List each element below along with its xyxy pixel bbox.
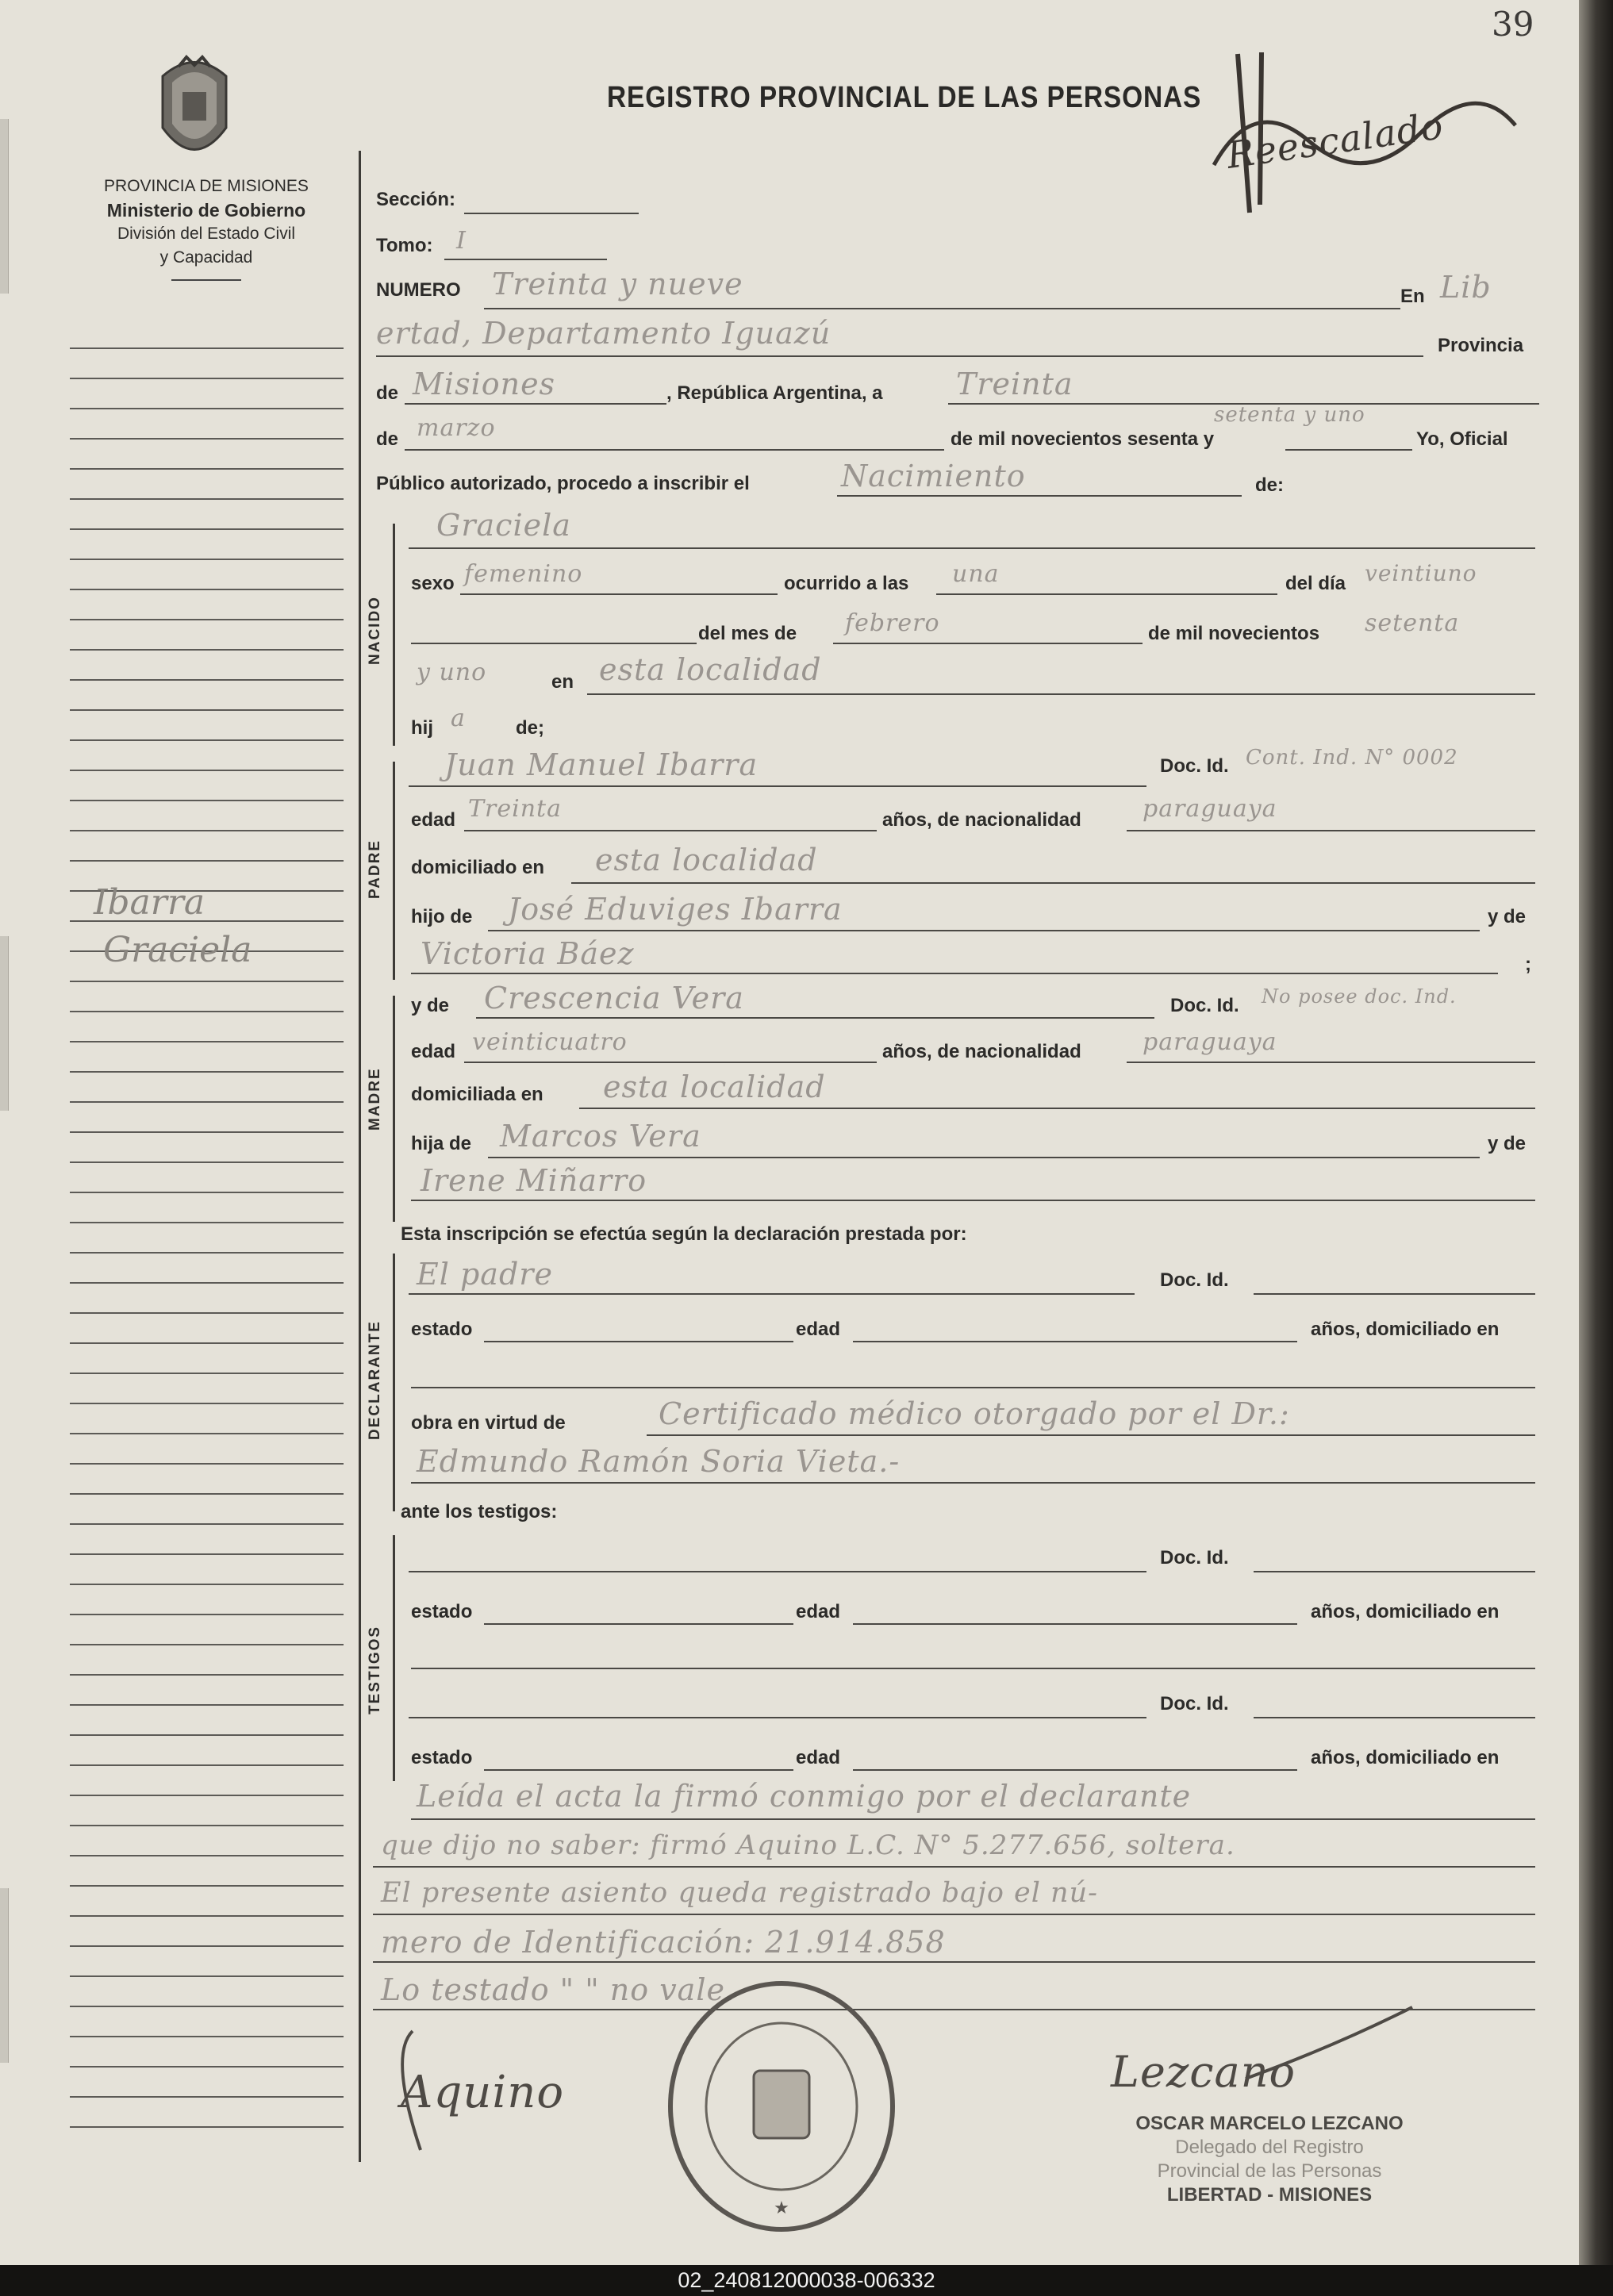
day-of-birth-value: veintiuno [1365, 560, 1477, 586]
padre-yde-label: y de [1488, 906, 1527, 927]
officer-title: Delegado del Registro [1175, 2137, 1364, 2158]
margin-line [70, 1493, 344, 1495]
day-value: Treinta [956, 367, 1073, 401]
margin-line [70, 1101, 344, 1103]
madre-edad-value: veinticuatro [472, 1028, 628, 1056]
year-line [1285, 449, 1412, 451]
margin-line [70, 770, 344, 771]
act-type-value: Nacimiento [841, 459, 1026, 493]
padre-label: PADRE [367, 839, 383, 899]
padre-edad-line [464, 830, 877, 831]
margin-line [70, 1674, 344, 1676]
margin-line [70, 559, 344, 560]
padre-bar [393, 762, 395, 980]
padre-mother-line [411, 973, 1498, 974]
hij-value: a [451, 705, 466, 732]
testigo2-estado-label: estado [411, 1747, 473, 1768]
margin-line [70, 1403, 344, 1404]
margin-line [70, 528, 344, 530]
testigo2-edad-line [853, 1769, 1297, 1771]
padre-name-value: Juan Manuel Ibarra [444, 747, 758, 782]
officer-block [1079, 2112, 1460, 2207]
margin-line [70, 378, 344, 379]
birth-year-value: setenta [1365, 609, 1460, 637]
padre-name-line [409, 785, 1146, 787]
hij-label: hij [411, 717, 433, 739]
padre-dom-value: esta localidad [595, 843, 818, 877]
margin-line [70, 1885, 344, 1887]
madre-mother-line [411, 1200, 1535, 1201]
testigo2-anos-label: años, domiciliado en [1311, 1747, 1500, 1768]
declarante-edad-label: edad [796, 1319, 841, 1340]
tomo-line [444, 259, 607, 260]
binding-edge [0, 119, 9, 294]
declarante-name-line [409, 1293, 1135, 1295]
margin-line [70, 981, 344, 982]
declarante-name-value: El padre [417, 1257, 553, 1292]
margin-given-name: Graciela [103, 930, 252, 970]
margin-line [70, 1644, 344, 1645]
margin-line [70, 709, 344, 711]
madre-yde2-label: y de [1488, 1133, 1527, 1154]
margin-line [70, 1553, 344, 1555]
margin-line [70, 1252, 344, 1254]
obra-label: obra en virtud de [411, 1412, 566, 1434]
en-label: En [1400, 286, 1425, 307]
ocurrido-label: ocurrido a las [784, 573, 909, 594]
madre-father-value: Marcos Vera [500, 1119, 701, 1154]
margin-line [70, 2006, 344, 2007]
declarante-doc-line [1254, 1293, 1535, 1295]
testigos-label: TESTIGOS [367, 1625, 383, 1715]
testigo1-name-line [409, 1571, 1146, 1572]
officer-location: LIBERTAD - MISIONES [1166, 2184, 1373, 2206]
note-rule-3 [373, 1914, 1535, 1915]
stamp-top-text: Reescalado [1223, 104, 1446, 177]
margin-line [70, 468, 344, 470]
ministry-label: Ministerio de Gobierno [106, 200, 306, 221]
margin-line [70, 1915, 344, 1917]
margin-line [70, 1975, 344, 1977]
numero-value: Treinta y nueve [492, 267, 743, 301]
margin-line [70, 649, 344, 651]
oficial-label: Yo, Oficial [1416, 428, 1508, 450]
tomo-value: I [456, 227, 467, 255]
madre-label: MADRE [367, 1067, 383, 1131]
padre-doc-label: Doc. Id. [1160, 755, 1229, 777]
margin-line [70, 800, 344, 801]
officer-name: OSCAR MARCELO LEZCANO [1135, 2113, 1404, 2134]
margin-line [70, 1463, 344, 1465]
testigos-bar [393, 1535, 395, 1781]
de-colon-label: de: [1255, 474, 1284, 496]
ministry-header [56, 175, 357, 281]
margin-line [70, 1373, 344, 1374]
obra-value-2: Edmundo Ramón Soria Vieta.- [417, 1444, 901, 1479]
obra-line-2 [411, 1482, 1535, 1484]
madre-doc-value: No posee doc. Ind. [1262, 985, 1457, 1008]
sexo-line [460, 593, 778, 595]
en-value: Lib [1440, 270, 1492, 305]
birth-year2-value: y uno [417, 658, 487, 686]
margin-line [70, 1282, 344, 1284]
margin-line [70, 1342, 344, 1344]
provincia-label: Provincia [1438, 335, 1524, 356]
image-reference-id: 02_240812000038-006332 [678, 2268, 935, 2292]
padre-father-line [488, 930, 1480, 931]
margin-line [70, 1433, 344, 1434]
note-line-2: que dijo no saber: firmó Aquino L.C. N° 5.277.656, soltera. [381, 1830, 1235, 1861]
birth-month-line [833, 643, 1143, 644]
numero-line [484, 308, 1400, 309]
madre-edad-label: edad [411, 1041, 456, 1062]
province-line [405, 403, 666, 405]
month-line [405, 449, 944, 451]
testigo1-dom-line [411, 1668, 1535, 1669]
note-rule-2 [373, 1866, 1535, 1868]
hij-de-label: de; [516, 717, 544, 739]
testigo2-edad-label: edad [796, 1747, 841, 1768]
margin-line [70, 1614, 344, 1615]
madre-mother-value: Irene Miñarro [421, 1163, 647, 1198]
margin-line [70, 1945, 344, 1947]
padre-mother-value: Victoria Báez [421, 936, 635, 971]
birth-month-value: febrero [845, 609, 940, 637]
testigo1-edad-line [853, 1623, 1297, 1625]
margin-line [70, 1825, 344, 1826]
tomo-label: Tomo: [376, 235, 433, 256]
declarante-edad-line [853, 1341, 1297, 1342]
margin-line [70, 1161, 344, 1163]
signature-flourish-left [373, 2023, 516, 2158]
officer-office: Provincial de las Personas [1157, 2160, 1382, 2182]
folio-number: 39 [1492, 5, 1534, 44]
margin-line [70, 408, 344, 409]
madre-yde-label: y de [411, 995, 450, 1016]
nacido-name-value: Graciela [436, 508, 571, 543]
division-sub-label: y Capacidad [159, 248, 253, 267]
margin-line [70, 2066, 344, 2068]
margin-line [70, 1192, 344, 1193]
testigo2-name-line [409, 1717, 1146, 1718]
note-line-4: mero de Identificación: 21.914.858 [381, 1925, 946, 1960]
declarante-estado-label: estado [411, 1319, 473, 1340]
testigos-intro: ante los testigos: [401, 1501, 558, 1522]
margin-line [70, 2126, 344, 2128]
declaracion-intro: Esta inscripción se efectúa según la declaración prestada por: [401, 1223, 967, 1245]
divider [171, 279, 241, 281]
margin-line [70, 1131, 344, 1133]
signature-right: Lezcano [1111, 2047, 1296, 2097]
seccion-label: Sección: [376, 189, 456, 210]
margin-line [70, 860, 344, 862]
padre-father-value: José Eduviges Ibarra [508, 892, 843, 927]
testigo2-doc-line [1254, 1717, 1535, 1718]
mes-label: del mes de [698, 623, 797, 644]
madre-dom-value: esta localidad [603, 1069, 826, 1104]
margin-line [70, 1795, 344, 1796]
mil-label: de mil novecientos [1148, 623, 1320, 644]
margin-line [70, 2036, 344, 2037]
padre-doc-value: Cont. Ind. N° 0002 [1246, 746, 1458, 770]
madre-name-line [476, 1017, 1154, 1019]
margin-line [70, 739, 344, 741]
madre-edad-line [464, 1062, 877, 1063]
madre-hija-label: hija de [411, 1133, 472, 1154]
padre-dom-line [571, 882, 1535, 884]
division-label: División del Estado Civil [117, 225, 296, 243]
mes-pre-line [411, 643, 697, 644]
hour-value: una [952, 560, 1000, 588]
birth-place-value: esta localidad [599, 652, 822, 687]
nacido-label: NACIDO [367, 596, 383, 666]
padre-dom-label: domiciliado en [411, 857, 545, 878]
locality-value: ertad, Departamento Iguazú [376, 316, 831, 351]
declarante-doc-label: Doc. Id. [1160, 1269, 1229, 1291]
declarante-dom-line [411, 1387, 1535, 1388]
padre-nac-value: paraguaya [1143, 795, 1277, 823]
margin-line [70, 589, 344, 590]
binding-edge [0, 1888, 9, 2063]
margin-line [70, 1704, 344, 1706]
margin-line [70, 619, 344, 620]
madre-nac-line [1127, 1062, 1535, 1063]
declarante-label: DECLARANTE [367, 1320, 383, 1441]
page-edge-shadow [1579, 0, 1613, 2265]
margin-line [70, 1071, 344, 1073]
note-line-5: Lo testado " " no vale. [381, 1972, 736, 2007]
margin-rule [359, 151, 361, 2162]
padre-edad-label: edad [411, 809, 456, 831]
margin-line [70, 830, 344, 831]
testigo2-doc-label: Doc. Id. [1160, 1693, 1229, 1714]
publico-label: Público autorizado, procedo a inscribir el [376, 473, 750, 494]
margin-line [70, 498, 344, 500]
signature-flourish-right [1238, 1999, 1420, 2094]
margin-line [70, 1312, 344, 1314]
note-line-3: El presente asiento queda registrado bajo el nú- [381, 1877, 1098, 1909]
locality-line [376, 355, 1423, 357]
testigo2-estado-line [484, 1769, 793, 1771]
coat-of-arms-icon [155, 52, 234, 168]
margin-line [70, 1222, 344, 1223]
hour-line [936, 593, 1277, 595]
act-type-line [837, 495, 1242, 497]
page-title: REGISTRO PROVINCIAL DE LAS PERSONAS [607, 81, 1202, 114]
margin-line [70, 1041, 344, 1042]
testigo1-doc-line [1254, 1571, 1535, 1572]
official-round-seal [662, 1975, 901, 2237]
de2-label: de [376, 428, 399, 450]
month-value: marzo [417, 414, 496, 442]
year-label: de mil novecientos sesenta y [951, 428, 1215, 450]
madre-dom-label: domiciliada en [411, 1084, 543, 1105]
margin-line [70, 1584, 344, 1585]
margin-line [70, 347, 344, 349]
margin-surname: Ibarra [94, 882, 205, 923]
numero-label: NUMERO [376, 279, 461, 301]
obra-value: Certificado médico otorgado por el Dr.: [659, 1396, 1290, 1431]
padre-semicolon: ; [1525, 954, 1531, 975]
margin-line [70, 679, 344, 681]
sexo-label: sexo [411, 573, 455, 594]
madre-nac-label: años, de nacionalidad [882, 1041, 1081, 1062]
signature-left: Aquino [401, 2067, 565, 2118]
madre-nac-value: paraguaya [1143, 1028, 1277, 1056]
margin-line [70, 1855, 344, 1856]
padre-edad-value: Treinta [468, 795, 562, 823]
margin-line [70, 2096, 344, 2098]
padre-nac-label: años, de nacionalidad [882, 809, 1081, 831]
de-label: de [376, 382, 399, 404]
declarante-anos-label: años, domiciliado en [1311, 1319, 1500, 1340]
year-value: setenta y uno [1214, 403, 1365, 427]
nacido-name-line [409, 547, 1535, 549]
nacido-bar [393, 524, 395, 746]
declarante-estado-line [484, 1341, 793, 1342]
note-rule-1 [411, 1818, 1535, 1820]
margin-line [70, 1764, 344, 1766]
madre-bar [393, 996, 395, 1222]
province-label: PROVINCIA DE MISIONES [104, 177, 309, 195]
margin-line [70, 1011, 344, 1012]
margin-line [70, 1734, 344, 1736]
binding-edge [0, 936, 9, 1111]
birth-place-line [587, 693, 1535, 695]
del-dia-label: del día [1285, 573, 1346, 594]
margin-line [70, 1523, 344, 1525]
testigo1-doc-label: Doc. Id. [1160, 1547, 1229, 1568]
madre-dom-line [579, 1108, 1535, 1109]
note-line-1: Leída el acta la firmó conmigo por el declarante [417, 1779, 1192, 1814]
padre-hijo-label: hijo de [411, 906, 473, 927]
testigo1-estado-label: estado [411, 1601, 473, 1622]
sexo-value: femenino [464, 560, 583, 588]
republica-label: , República Argentina, a [666, 382, 883, 404]
obra-line [647, 1434, 1535, 1436]
nacido-en-label: en [551, 671, 574, 693]
testigo1-estado-line [484, 1623, 793, 1625]
note-rule-4 [373, 1961, 1535, 1963]
seccion-line [464, 213, 639, 214]
margin-line [70, 438, 344, 440]
padre-nac-line [1127, 830, 1535, 831]
madre-name-value: Crescencia Vera [484, 981, 744, 1016]
testigo1-anos-label: años, domiciliado en [1311, 1601, 1500, 1622]
svg-text:★: ★ [774, 2198, 789, 2217]
madre-father-line [488, 1157, 1480, 1158]
testigo1-edad-label: edad [796, 1601, 841, 1622]
madre-doc-label: Doc. Id. [1170, 995, 1239, 1016]
province-value: Misiones [413, 367, 556, 401]
declarante-bar [393, 1254, 395, 1511]
